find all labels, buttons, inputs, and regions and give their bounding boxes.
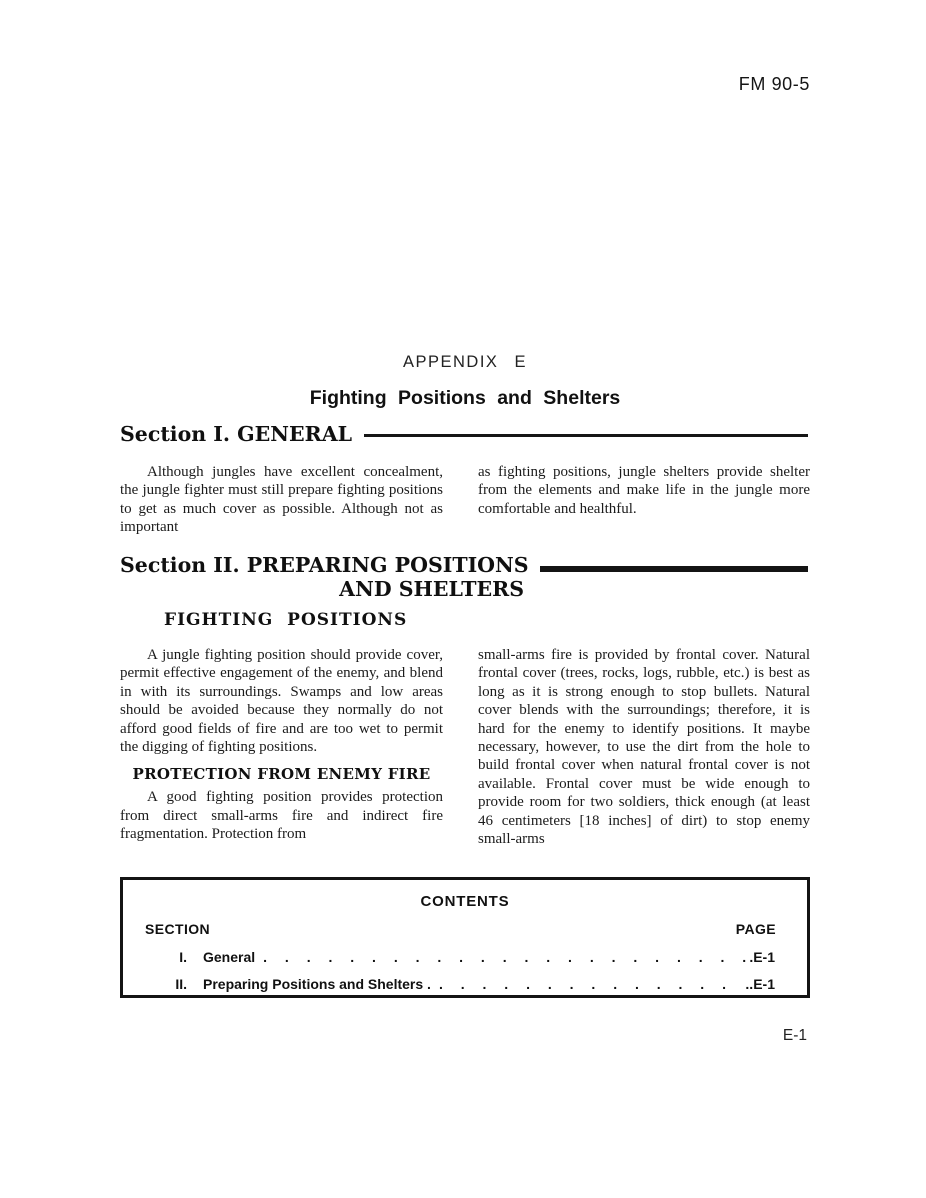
section-1-right-column — [478, 463, 810, 537]
section-2-heading-line-2: AND SHELTERS — [339, 577, 524, 601]
contents-row-page: ..E-1 — [745, 976, 775, 992]
section-2-left-paragraph-2: A good fighting position provides protection from direct small-arms fire and indirect fire fragmentation. Protection from — [120, 789, 443, 843]
section-2-rule — [540, 566, 808, 572]
section-2-columns — [120, 646, 810, 848]
section-1-heading-row — [120, 421, 810, 447]
section-2-heading-line-1: Section II. PREPARING POSITIONS — [120, 553, 529, 577]
section-2-left-column — [120, 646, 443, 848]
contents-column-headers — [145, 921, 776, 937]
section-1-heading: Section I. GENERAL — [120, 422, 353, 446]
appendix-title: Fighting Positions and Shelters — [309, 387, 621, 409]
section-1-columns — [120, 463, 810, 537]
section-2-heading — [120, 553, 529, 601]
contents-row — [161, 949, 775, 965]
contents-row — [161, 976, 775, 992]
contents-row-numeral: I. — [179, 949, 187, 965]
dot-leader — [439, 976, 743, 992]
contents-row-page: .E-1 — [749, 949, 775, 965]
contents-section-header: SECTION — [145, 921, 211, 937]
contents-row-numeral: II. — [175, 976, 187, 992]
section-1-left-paragraph: Although jungles have excellent concealment, the jungle fighter must still prepare fighting positions to get as much cover as possible. Although not as important — [120, 464, 443, 536]
contents-title: CONTENTS — [420, 893, 510, 910]
section-2-right-column — [478, 646, 810, 848]
section-2-heading-row — [120, 553, 810, 601]
document-reference: FM 90-5 — [738, 74, 810, 94]
fighting-positions-subheading: FIGHTING POSITIONS — [164, 610, 408, 630]
section-2-right-paragraph: small-arms fire is provided by frontal cover. Natural frontal cover (trees, rocks, logs, rubble, etc.) is best as long as it is strong enough to stop bullets. Natural cover blends with the surroundings; therefore, it is hard for the enemy to identify positions. It maybe necessary, however, to use the dirt from the hole to build frontal cover when natural frontal cover is not available. Frontal cover must be wide enough to provide room for two soldiers, thick enough (at least 46 centimeters [18 inches] of dirt) to stop enemy small-arms — [478, 647, 810, 848]
appendix-label: APPENDIX E — [402, 353, 528, 371]
contents-row-label: General — [203, 949, 256, 965]
section-1-rule — [364, 434, 808, 437]
section-2-left-paragraph-1: A jungle fighting position should provide cover, permit effective engagement of the enemy, and blend in with its surroundings. Swamps and low areas should be avoided because they normally do not afford good fields of fire and are too wet to permit the digging of fighting positions. — [120, 647, 443, 756]
section-1-left-column — [120, 463, 443, 537]
protection-subheading: PROTECTION FROM ENEMY FIRE — [132, 765, 431, 784]
section-1-right-paragraph: as fighting positions, jungle shelters provide shelter from the elements and make life in the jungle more comfortable and healthful. — [478, 464, 810, 517]
contents-box — [120, 877, 810, 998]
contents-page-header: PAGE — [735, 921, 776, 937]
page-number: E-1 — [782, 1027, 807, 1044]
dot-leader — [263, 949, 747, 965]
contents-row-label: Preparing Positions and Shelters . — [203, 976, 431, 992]
